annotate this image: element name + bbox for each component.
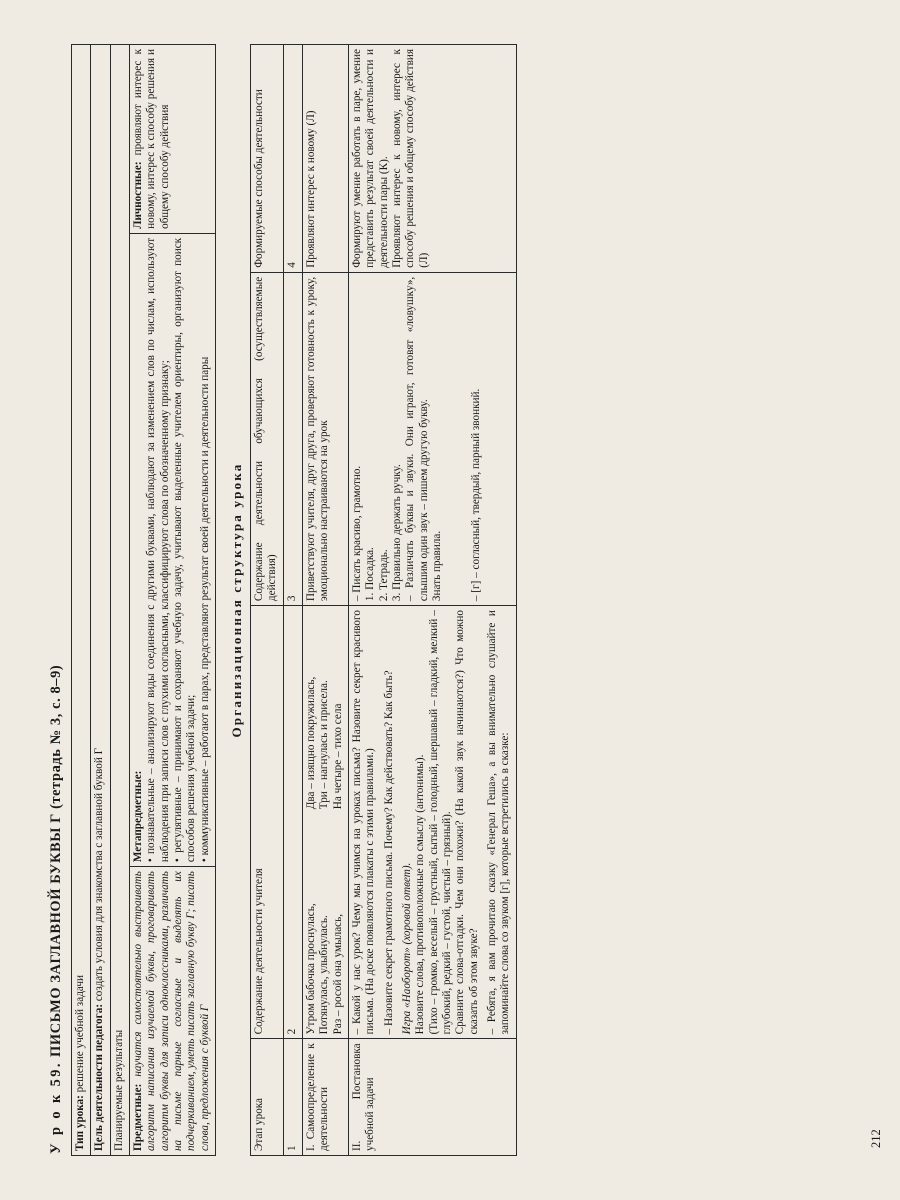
method-line-0: Формируют умение работать в паре, умение представить результат своей деятельности и деятельности пары (К). xyxy=(350,49,390,268)
students-content-1 xyxy=(302,272,348,605)
structure-number-row xyxy=(283,45,302,1156)
teacher-line-4: (Тихо – громко, веселый – грустный, сытый – голодный, шершавый – гладкий, мелкий – глубокий, редкий – густой, чистый – грязный). xyxy=(427,610,453,1035)
teacher-line-5: Сравните слова-отгадки. Чем они похожи? (На какой звук начинаются?) Что можно сказать об этом звуке? xyxy=(454,610,480,1035)
teacher-line-3: Назовите слова, противоположные по смыслу (антонимы). xyxy=(414,754,427,1035)
teacher-line-0: – Какой у нас урок? Чему мы учимся на уроках письма? Назовите секрет красивого письма. (На доске появляются плакаты с этими правилами.) xyxy=(350,610,377,1035)
lesson-type-label: Тип урока: xyxy=(74,1095,86,1151)
stage-label-2: II. Постановка учебной задачи xyxy=(348,1039,516,1156)
meta-item-0: • познавательные – анализируют виды соединения с другими буквами, наблюдают за изменением слов по числам, используют наблюдения при записи слов с глухими согласными, классифицируют слова по обозначенному признаку; xyxy=(145,237,171,863)
table-row-type xyxy=(72,45,91,1156)
stage-label-1: I. Самоопределение к деятельности xyxy=(302,1039,348,1156)
lesson-number: У р о к 59. xyxy=(48,1061,64,1154)
lesson-goal-value: создать условия для знакомства с заглавной буквой Г xyxy=(93,747,106,1002)
lesson-goal-cell xyxy=(91,45,110,1156)
students-line-1: 1. Посадка. xyxy=(364,547,377,602)
poem-line-4: Три – нагнулась и присела. xyxy=(318,680,331,810)
students-line-6: – [г] – согласный, твердый, парный звонкий. xyxy=(470,388,483,602)
table-row-planned-body xyxy=(129,45,215,1156)
column-number-3: 3 xyxy=(283,272,302,605)
table-row-planned-header xyxy=(110,45,129,1156)
methods-content-1 xyxy=(302,45,348,273)
students-line-0: – Писать красиво, грамотно. xyxy=(350,465,363,602)
meta-item-1: • регулятивные – принимают и сохраняют учебную задачу, учитывают выделенные учителем ориентиры, организуют поиск способов решения учебной задачи; xyxy=(171,237,198,863)
planned-results-header: Планируемые результаты xyxy=(110,45,129,1156)
column-header-stage: Этап урока xyxy=(250,1039,283,1156)
teacher-content-1 xyxy=(302,606,348,1039)
personal-results-cell xyxy=(129,45,215,234)
method-line-0: Проявляют интерес к новому (Л) xyxy=(304,110,317,268)
students-line-5: Знать правила. xyxy=(430,530,443,602)
page-title xyxy=(48,44,65,1154)
meta-results-label: Метапредметные: xyxy=(131,770,144,863)
poem-line-1: Потянулась, улыбнулась. xyxy=(318,915,331,1035)
poem-line-0: Утром бабочка проснулась, xyxy=(304,903,317,1035)
poem-line-3: Два – изящно покружилась, xyxy=(304,676,317,810)
teacher-line-1: – Назовите секрет грамотного письма. Почему? Как действовать? Как быть? xyxy=(382,670,395,1035)
lesson-info-table xyxy=(71,44,216,1156)
lesson-title: ПИСЬМО ЗАГЛАВНОЙ БУКВЫ Г xyxy=(48,813,64,1057)
personal-results-label: Личностные: xyxy=(131,161,144,229)
structure-section-title: Организационная структура урока xyxy=(228,462,244,738)
lesson-goal-label: Цель деятельности педагога: xyxy=(93,1003,106,1151)
students-content-2 xyxy=(348,272,516,605)
poem-line-2: Раз – росой она умылась, xyxy=(331,913,344,1035)
lesson-source: (тетрадь № 3, с. 8–9) xyxy=(48,664,64,809)
column-number-2: 2 xyxy=(283,606,302,1039)
teacher-line-2: Игра «Наоборот» (хоровой ответ). xyxy=(400,862,413,1035)
method-line-1: Проявляют интерес к новому, интерес к способу решения и общему способу действия (Л) xyxy=(390,49,430,268)
column-header-teacher: Содержание деятельности учителя xyxy=(250,606,283,1039)
meta-results-cell xyxy=(129,233,215,866)
methods-content-2 xyxy=(348,45,516,273)
subject-results-label: Предметные: xyxy=(131,1083,144,1151)
students-line-4: – Различать буквы и звуки. Они играют, готовят «ловушку», слышим один звук – пишем другую букву. xyxy=(404,276,430,602)
table-row-goal xyxy=(91,45,110,1156)
column-number-4: 4 xyxy=(283,45,302,273)
teacher-content-2 xyxy=(348,606,516,1039)
table-row xyxy=(302,45,348,1156)
poem-line-5: На четыре – тихо села xyxy=(331,703,344,810)
personal-results-text: проявляют интерес к новому, интерес к способу решения и общему способу действия xyxy=(131,48,171,229)
table-row xyxy=(348,45,516,1156)
page-number: 212 xyxy=(869,1129,883,1148)
subject-results-text: научатся самостоятельно выстраивать алгоритм написания изучаемой буквы, проговаривать алгоритм буквы для записи одноклассниками, различать на письме парные согласные и выделять их подчеркиванием, уметь писать заглавную букву Г; писать слова, предложения с буквой Г xyxy=(131,871,211,1151)
column-number-1: 1 xyxy=(283,1039,302,1156)
teacher-line-6: – Ребята, я вам прочитаю сказку «Генерал Гешa», а вы внимательно слушайте и запоминайте слова со звуком [г], которые встретились в сказке: xyxy=(485,610,512,1035)
meta-item-2: • коммуникативные – работают в парах, представляют результат своей деятельности и деятельности пары xyxy=(198,356,211,863)
column-header-students: Содержание деятельности обучающихся (осуществляемые действия) xyxy=(250,272,283,605)
lesson-type-cell xyxy=(72,45,91,1156)
column-header-methods: Формируемые способы деятельности xyxy=(250,45,283,273)
subject-results-cell xyxy=(129,867,215,1156)
students-line-2: 2. Тетрадь. xyxy=(377,549,390,602)
lesson-type-value: решение учебной задачи xyxy=(74,974,86,1093)
lesson-structure-table xyxy=(250,44,517,1156)
structure-header-row xyxy=(250,45,283,1156)
students-line-3: 3. Правильно держать ручку. xyxy=(390,464,403,602)
students-line-0: Приветствуют учителя, друг друга, проверяют готовность к уроку, эмоционально настраиваются на урок xyxy=(304,276,331,602)
